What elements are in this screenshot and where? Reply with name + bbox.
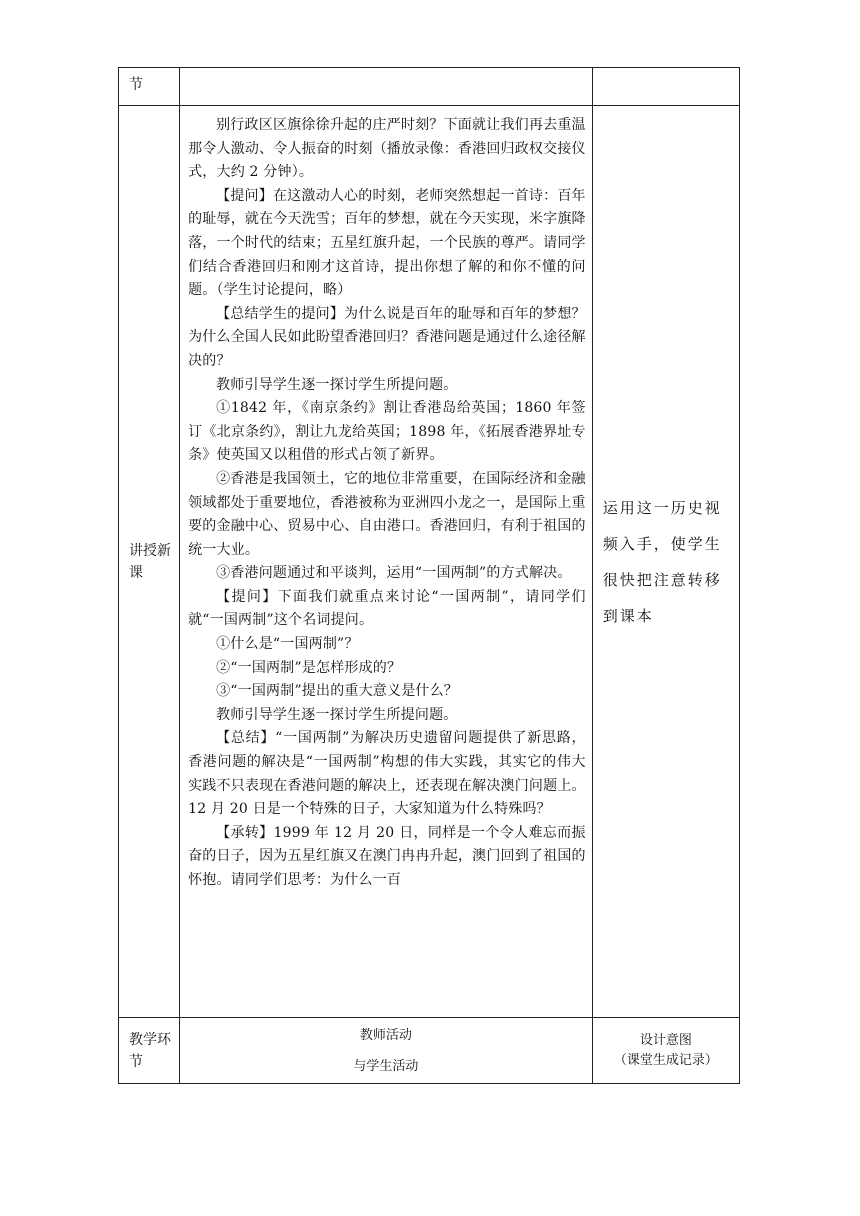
header-design-intent-line1: 设计意图 bbox=[639, 1032, 692, 1048]
paragraph: 【承转】1999 年 12 月 20 日，同样是一个令人难忘而振奋的日子，因为五星红旗又在澳门冉冉升起，澳门回到了祖国的怀抱。请同学们思考：为什么一百 bbox=[188, 824, 586, 888]
paragraph: ①1842 年，《南京条约》割让香港岛给英国；1860 年签订《北京条约》，割让九龙给英国；1898 年，《拓展香港界址专条》使英国又以租借的形式占领了新界。 bbox=[188, 400, 586, 464]
design-intent-note: 运用这一历史视频入手，使学生很快把注意转移到课本 bbox=[602, 498, 722, 625]
paragraph: ②“一国两制”是怎样形成的？ bbox=[216, 659, 402, 676]
design-intent-cell bbox=[592, 106, 739, 1018]
section-label: 节 bbox=[129, 77, 143, 93]
header-activities-line2: 与学生活动 bbox=[353, 1058, 419, 1074]
activity-cell-empty bbox=[180, 68, 593, 106]
paragraph: 【总结】“一国两制”为解决历史遗留问题提供了新思路，香港问题的解决是“一国两制”构想的伟大实践，其实它的伟大实践不只表现在香港问题的解决上，还表现在解决澳门问题上。12 月 20 日是一个特殊的日子，大家知道为什么特殊吗？ bbox=[188, 730, 586, 818]
paragraph: ③香港问题通过和平谈判，运用“一国两制”的方式解决。 bbox=[216, 565, 572, 582]
paragraph: 别行政区区旗徐徐升起的庄严时刻？下面就让我们再去重温那令人激动、令人振奋的时刻（播放录像：香港回归政权交接仪式，大约 2 分钟）。 bbox=[188, 117, 586, 181]
paragraph: ①什么是“一国两制”？ bbox=[216, 636, 359, 653]
paragraph: 【提问】下面我们就重点来讨论“一国两制”，请同学们就“一国两制”这个名词提问。 bbox=[188, 588, 586, 629]
header-teaching-phase-label: 教学环节 bbox=[129, 1031, 171, 1070]
activity-cell bbox=[180, 106, 593, 1018]
paragraph: 教师引导学生逐一探讨学生所提问题。 bbox=[216, 706, 458, 723]
section-label: 讲授新课 bbox=[129, 542, 171, 581]
section-label-cell bbox=[119, 68, 180, 106]
header-teaching-phase bbox=[119, 1018, 180, 1084]
paragraph: 【提问】在这激动人心的时刻，老师突然想起一首诗：百年的耻辱，就在今天洗雪；百年的梦想，就在今天实现，米字旗降落，一个时代的结束；五星红旗升起，一个民族的尊严。请同学们结合香港回归和刚才这首诗，提出你想了解的和你不懂的问题。（学生讨论提问，略） bbox=[188, 187, 586, 299]
header-activities bbox=[180, 1018, 593, 1084]
header-design-intent bbox=[592, 1018, 739, 1084]
design-cell-empty bbox=[592, 68, 739, 106]
header-design-intent-line2: （课堂生成记录） bbox=[613, 1052, 718, 1068]
paragraph: 教师引导学生逐一探讨学生所提问题。 bbox=[216, 376, 458, 393]
paragraph: ②香港是我国领土，它的地位非常重要，在国际经济和金融领域都处于重要地位，香港被称为亚洲四小龙之一，是国际上重要的金融中心、贸易中心、自由港口。香港回归，有利于祖国的统一大业。 bbox=[188, 470, 586, 558]
continuation-row bbox=[119, 68, 740, 106]
lesson-plan-table bbox=[118, 67, 740, 1084]
paragraph: ③“一国两制”提出的重大意义是什么？ bbox=[216, 683, 459, 700]
section-label-cell bbox=[119, 106, 180, 1018]
lecture-row bbox=[119, 106, 740, 1018]
column-header-row bbox=[119, 1018, 740, 1084]
paragraph: 【总结学生的提问】为什么说是百年的耻辱和百年的梦想？为什么全国人民如此盼望香港回归？香港问题是通过什么途径解决的？ bbox=[188, 305, 586, 369]
header-activities-line1: 教师活动 bbox=[359, 1027, 412, 1043]
